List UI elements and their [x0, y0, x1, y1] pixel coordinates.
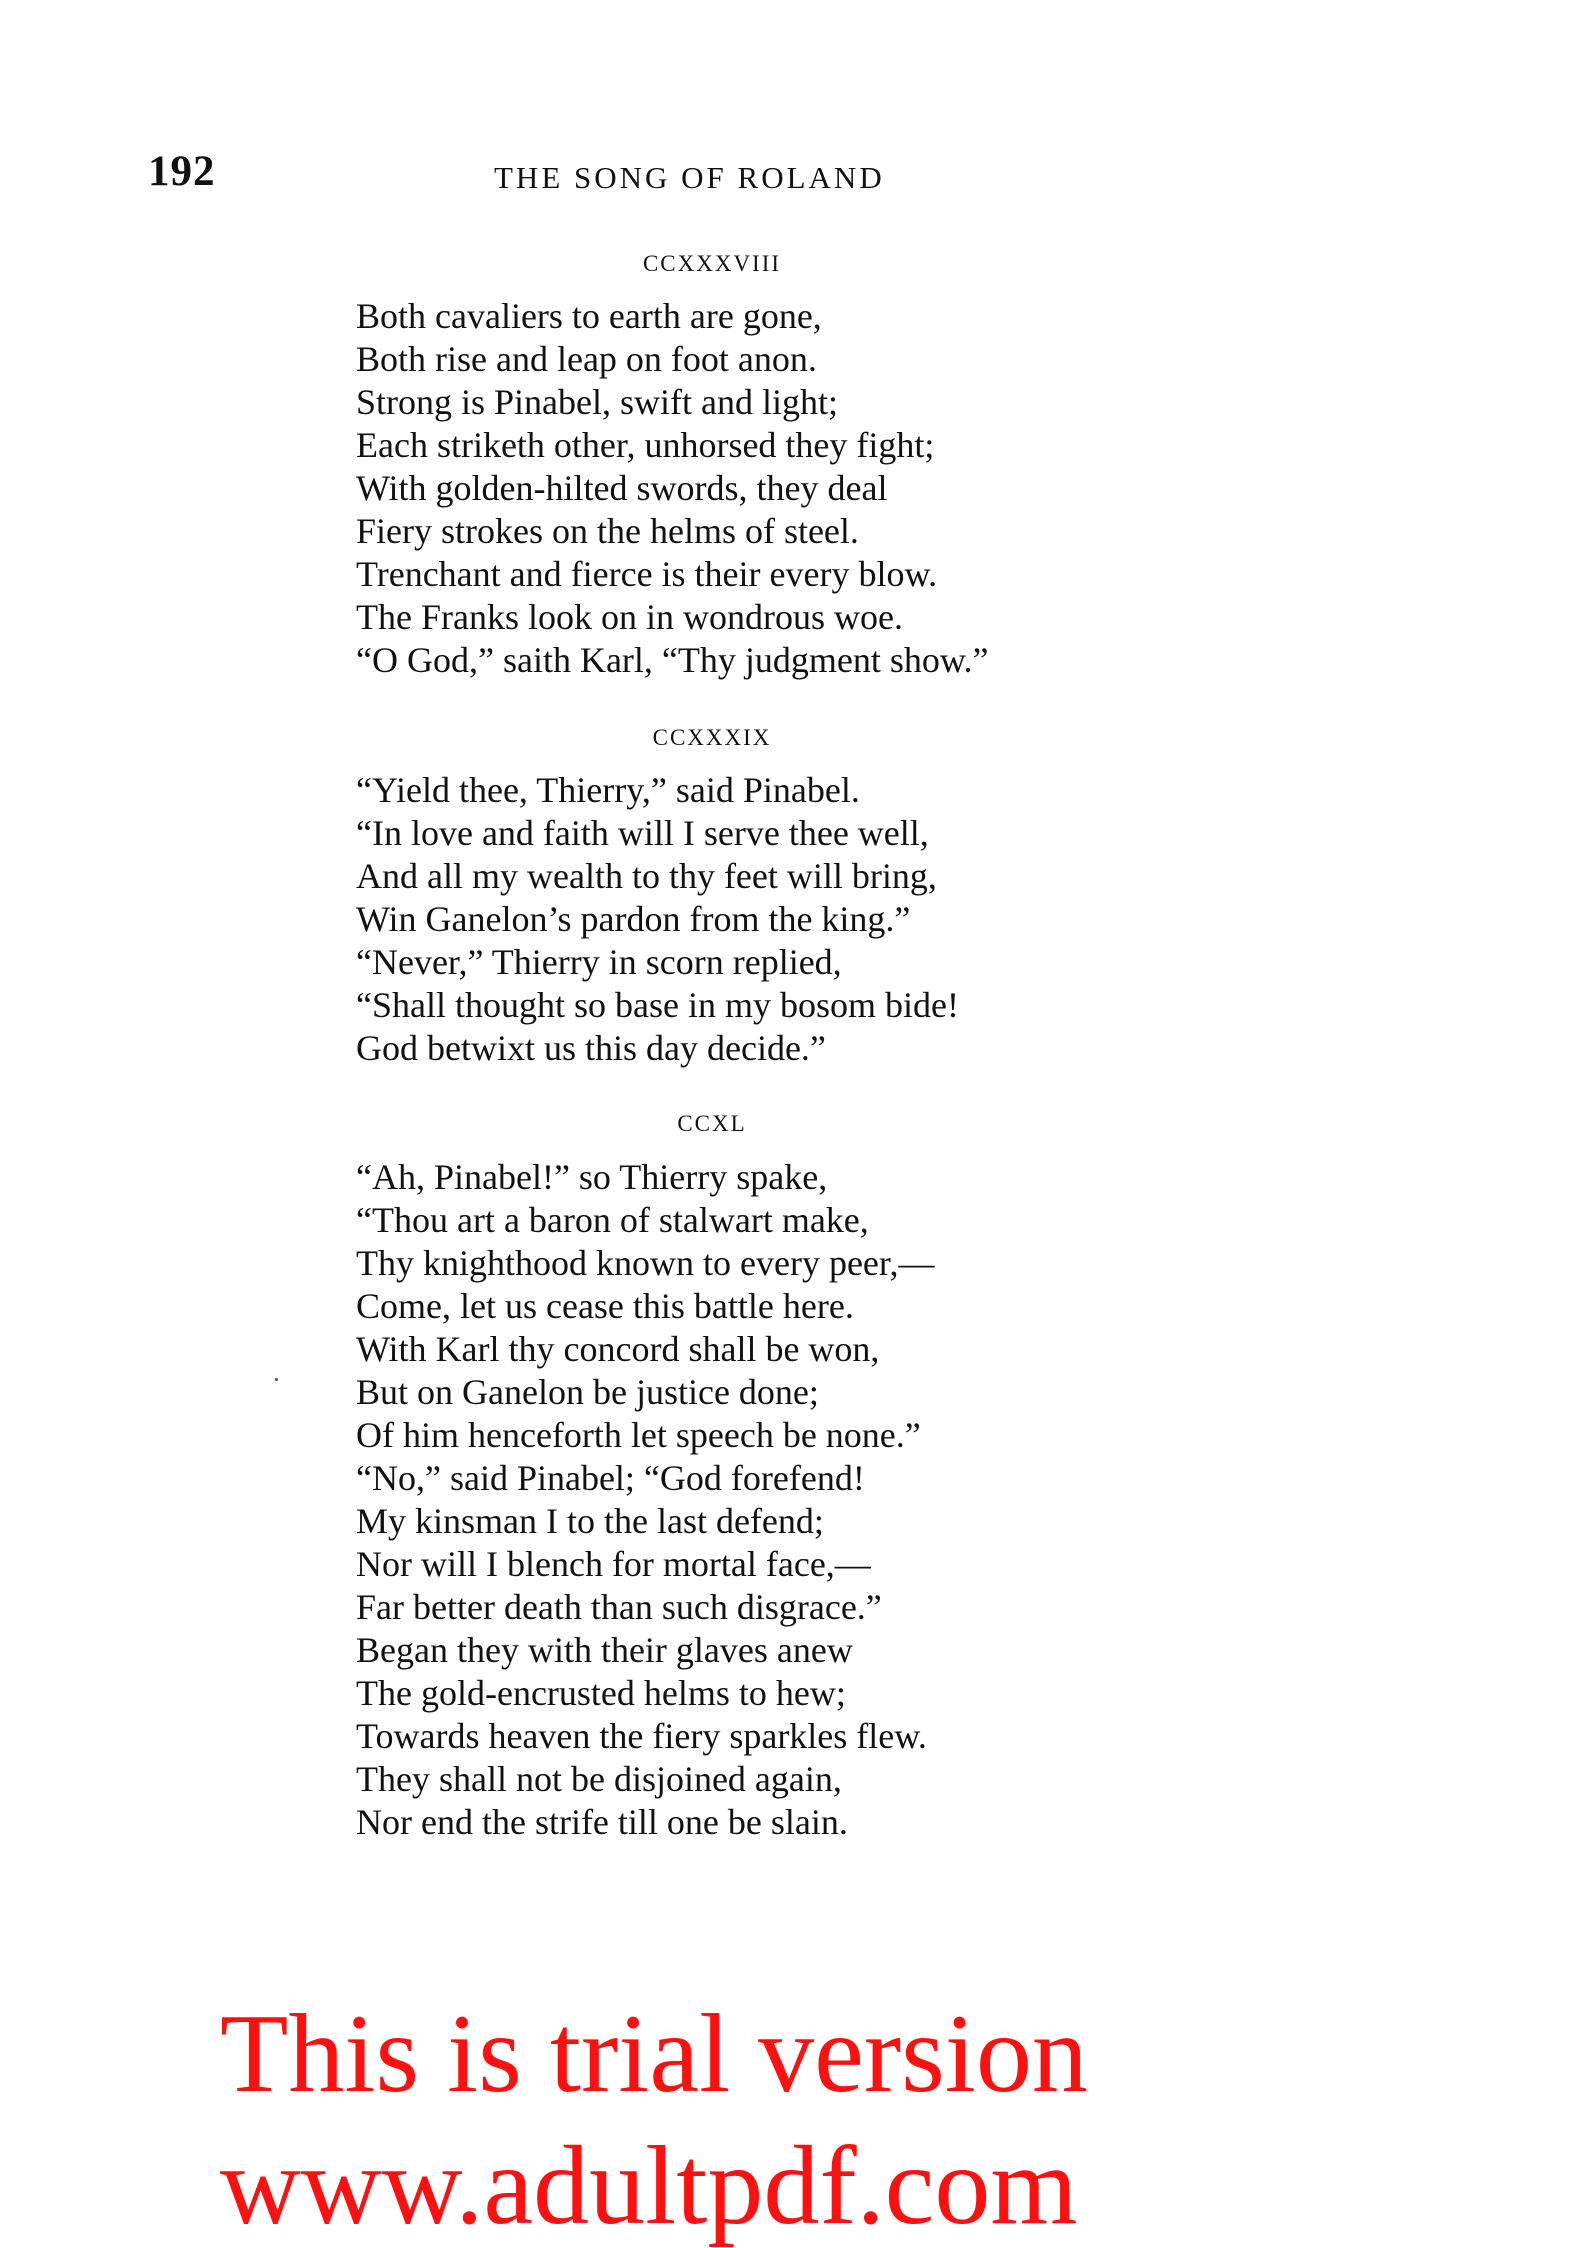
verse-line: Nor end the strife till one be slain. [356, 1802, 848, 1842]
stanza [356, 769, 959, 1070]
verse-line: And all my wealth to thy feet will bring, [356, 856, 937, 896]
verse-line: Win Ganelon’s pardon from the king.” [356, 899, 911, 939]
verse-line: Of him henceforth let speech be none.” [356, 1415, 921, 1455]
watermark-line-2: www.adultpdf.com [220, 2124, 1078, 2248]
verse-line: My kinsman I to the last defend; [356, 1501, 824, 1541]
verse-line: Each striketh other, unhorsed they fight; [356, 425, 935, 465]
verse-line: Towards heaven the fiery sparkles flew. [356, 1716, 927, 1756]
stanza [356, 295, 989, 682]
verse-line: Nor will I blench for mortal face,— [356, 1544, 871, 1584]
verse-line: Began they with their glaves anew [356, 1630, 853, 1670]
verse-line: “Shall thought so base in my bosom bide! [356, 985, 959, 1025]
verse-line: Fiery strokes on the helms of steel. [356, 511, 859, 551]
section-heading: CCXL [677, 1111, 747, 1136]
section-heading: CCXXXIX [652, 725, 772, 750]
verse-line: “In love and faith will I serve thee well, [356, 813, 929, 853]
verse-line: God betwixt us this day decide.” [356, 1028, 826, 1068]
verse-line: They shall not be disjoined again, [356, 1759, 842, 1799]
verse-line: Thy knighthood known to every peer,— [356, 1243, 935, 1283]
page-number: 192 [148, 148, 216, 195]
verse-line: “Yield thee, Thierry,” said Pinabel. [356, 770, 860, 810]
watermark-line-1: This is trial version [220, 1992, 1088, 2116]
verse-line: “No,” said Pinabel; “God forefend! [356, 1458, 865, 1498]
verse-line: But on Ganelon be justice done; [356, 1372, 819, 1412]
verse-line: With Karl thy concord shall be won, [356, 1329, 880, 1369]
verse-line: The Franks look on in wondrous woe. [356, 597, 903, 637]
verse-line: Trenchant and fierce is their every blow. [356, 554, 938, 594]
verse-line: Far better death than such disgrace.” [356, 1587, 882, 1627]
stray-mark [275, 1378, 278, 1381]
verse-line: The gold-encrusted helms to hew; [356, 1673, 846, 1713]
verse-line: Both cavaliers to earth are gone, [356, 296, 822, 336]
stanza [356, 1156, 934, 1844]
running-title: THE SONG OF ROLAND [494, 160, 885, 195]
verse-line: With golden-hilted swords, they deal [356, 468, 888, 508]
verse-line: “O God,” saith Karl, “Thy judgment show.” [356, 640, 989, 680]
verse-line: “Ah, Pinabel!” so Thierry spake, [356, 1157, 828, 1197]
verse-line: Strong is Pinabel, swift and light; [356, 382, 838, 422]
verse-line: “Thou art a baron of stalwart make, [356, 1200, 869, 1240]
verse-line: Both rise and leap on foot anon. [356, 339, 817, 379]
section-heading: CCXXXVIII [642, 251, 782, 276]
verse-line: “Never,” Thierry in scorn replied, [356, 942, 842, 982]
verse-line: Come, let us cease this battle here. [356, 1286, 854, 1326]
